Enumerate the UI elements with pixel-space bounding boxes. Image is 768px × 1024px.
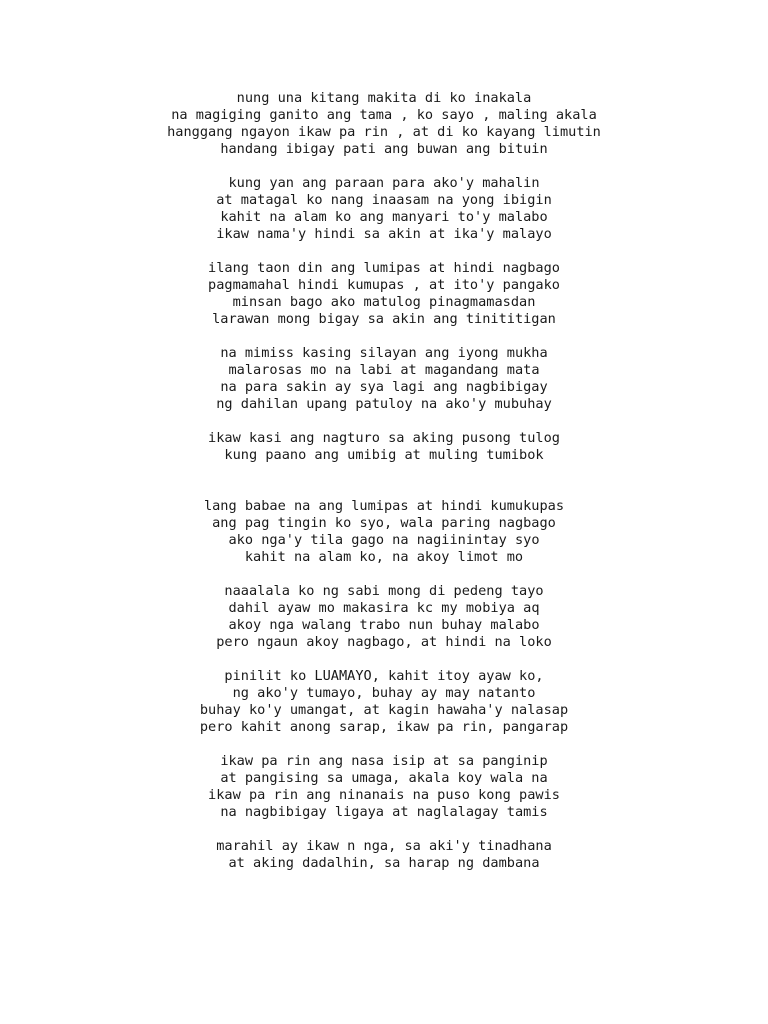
poem-line: ikaw pa rin ang nasa isip at sa panginip xyxy=(220,753,548,769)
poem-line: pinilit ko LUAMAYO, kahit itoy ayaw ko, xyxy=(224,668,544,684)
stanza-2 xyxy=(0,175,768,243)
poem-line: at pangising sa umaga, akala koy wala na xyxy=(220,770,548,786)
poem-line: na para sakin ay sya lagi ang nagbibigay xyxy=(220,379,548,395)
poem-line: na magiging ganito ang tama , ko sayo , maling akala xyxy=(171,107,597,123)
poem-line: akoy nga walang trabo nun buhay malabo xyxy=(228,617,540,633)
poem-line: na mimiss kasing silayan ang iyong mukha xyxy=(220,345,548,361)
poem-line: at aking dadalhin, sa harap ng dambana xyxy=(228,855,540,871)
stanza-gap xyxy=(0,651,768,668)
stanza-6 xyxy=(0,498,768,566)
poem-line: ikaw kasi ang nagturo sa aking pusong tulog xyxy=(208,430,560,446)
poem-line: ako nga'y tila gago na nagiinintay syo xyxy=(228,532,540,548)
stanza-5 xyxy=(0,430,768,464)
poem-line: ilang taon din ang lumipas at hindi nagbago xyxy=(208,260,560,276)
poem-line: ikaw nama'y hindi sa akin at ika'y malayo xyxy=(216,226,552,242)
stanza-gap xyxy=(0,328,768,345)
stanza-gap xyxy=(0,158,768,175)
poem-text xyxy=(0,90,768,872)
poem-line: dahil ayaw mo makasira kc my mobiya aq xyxy=(228,600,540,616)
stanza-gap xyxy=(0,413,768,430)
poem-line: kung yan ang paraan para ako'y mahalin xyxy=(228,175,540,191)
stanza-4 xyxy=(0,345,768,413)
poem-line: buhay ko'y umangat, at kagin hawaha'y nalasap xyxy=(199,702,569,718)
poem-line: hanggang ngayon ikaw pa rin , at di ko kayang limutin xyxy=(167,124,601,140)
stanza-gap xyxy=(0,566,768,583)
poem-line: kahit na alam ko, na akoy limot mo xyxy=(244,549,524,565)
poem-line: ang pag tingin ko syo, wala paring nagbago xyxy=(212,515,556,531)
poem-line: kahit na alam ko ang manyari to'y malabo xyxy=(220,209,548,225)
poem-line: ikaw pa rin ang ninanais na puso kong pawis xyxy=(208,787,560,803)
stanza-10 xyxy=(0,838,768,872)
stanza-1 xyxy=(0,90,768,158)
poem-line: naaalala ko ng sabi mong di pedeng tayo xyxy=(224,583,544,599)
stanza-gap xyxy=(0,736,768,753)
poem-line: pagmamahal hindi kumupas , at ito'y pangako xyxy=(208,277,560,293)
stanza-7 xyxy=(0,583,768,651)
poem-line: ng dahilan upang patuloy na ako'y mubuhay xyxy=(216,396,552,412)
stanza-8 xyxy=(0,668,768,736)
stanza-3 xyxy=(0,260,768,328)
poem-line: malarosas mo na labi at magandang mata xyxy=(228,362,540,378)
poem-line: marahil ay ikaw n nga, sa aki'y tinadhana xyxy=(216,838,552,854)
poem-line: larawan mong bigay sa akin ang tinititigan xyxy=(212,311,556,327)
stanza-9 xyxy=(0,753,768,821)
poem-line: lang babae na ang lumipas at hindi kumukupas xyxy=(203,498,565,514)
poem-line: handang ibigay pati ang buwan ang bituin xyxy=(220,141,548,157)
poem-line: na nagbibigay ligaya at naglalagay tamis xyxy=(220,804,548,820)
poem-line: pero ngaun akoy nagbago, at hindi na loko xyxy=(216,634,552,650)
stanza-gap xyxy=(0,464,768,498)
stanza-gap xyxy=(0,821,768,838)
poem-line: nung una kitang makita di ko inakala xyxy=(236,90,532,106)
stanza-gap xyxy=(0,243,768,260)
poem-line: minsan bago ako matulog pinagmamasdan xyxy=(232,294,536,310)
poem-line: kung paano ang umibig at muling tumibok xyxy=(224,447,544,463)
poem-line: pero kahit anong sarap, ikaw pa rin, pangarap xyxy=(199,719,569,735)
poem-line: at matagal ko nang inaasam na yong ibigin xyxy=(216,192,552,208)
poem-line: ng ako'y tumayo, buhay ay may natanto xyxy=(232,685,536,701)
